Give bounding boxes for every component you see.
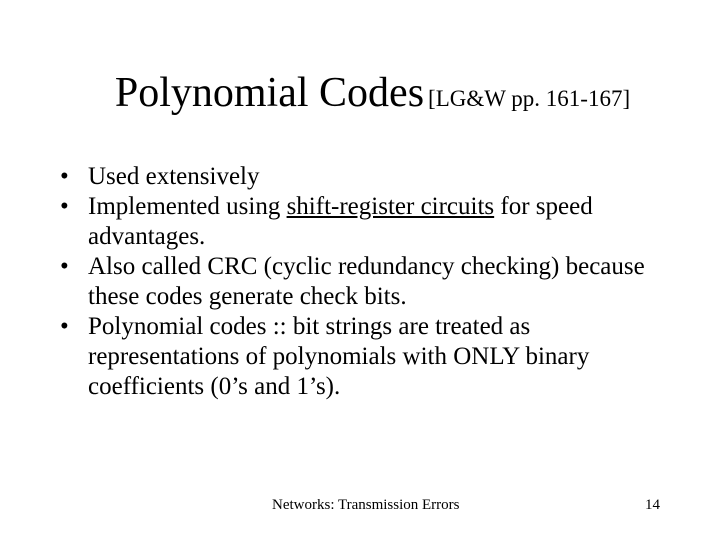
bullet-text-after: for speed advantages.	[88, 193, 593, 250]
page-number: 14	[645, 497, 660, 513]
slide-title: Polynomial Codes	[114, 70, 425, 116]
slide-footer: Networks: Transmission Errors	[272, 497, 460, 513]
bullet-icon: •	[60, 253, 69, 280]
bullet-item	[60, 162, 680, 192]
bullet-text-before: Implemented using	[88, 193, 287, 220]
bullet-text: Used extensively	[88, 163, 260, 190]
bullet-icon: •	[60, 313, 69, 340]
bullet-item	[60, 192, 680, 252]
bullet-item	[60, 312, 680, 402]
bullet-underlined-term: shift-register circuits	[286, 193, 495, 220]
bullet-text: Polynomial codes :: bit strings are treated as representations of polynomials with ONLY binary coefficients (0’s and 1’s).	[88, 313, 590, 400]
slide-title-block	[0, 68, 720, 124]
bullet-item	[60, 252, 680, 312]
bullet-icon: •	[60, 163, 69, 190]
slide-title-reference: [LG&W pp. 161-167]	[428, 86, 631, 111]
bullet-list	[60, 162, 680, 402]
bullet-icon: •	[60, 193, 69, 220]
bullet-text: Also called CRC (cyclic redundancy checking) because these codes generate check bits.	[88, 253, 645, 310]
